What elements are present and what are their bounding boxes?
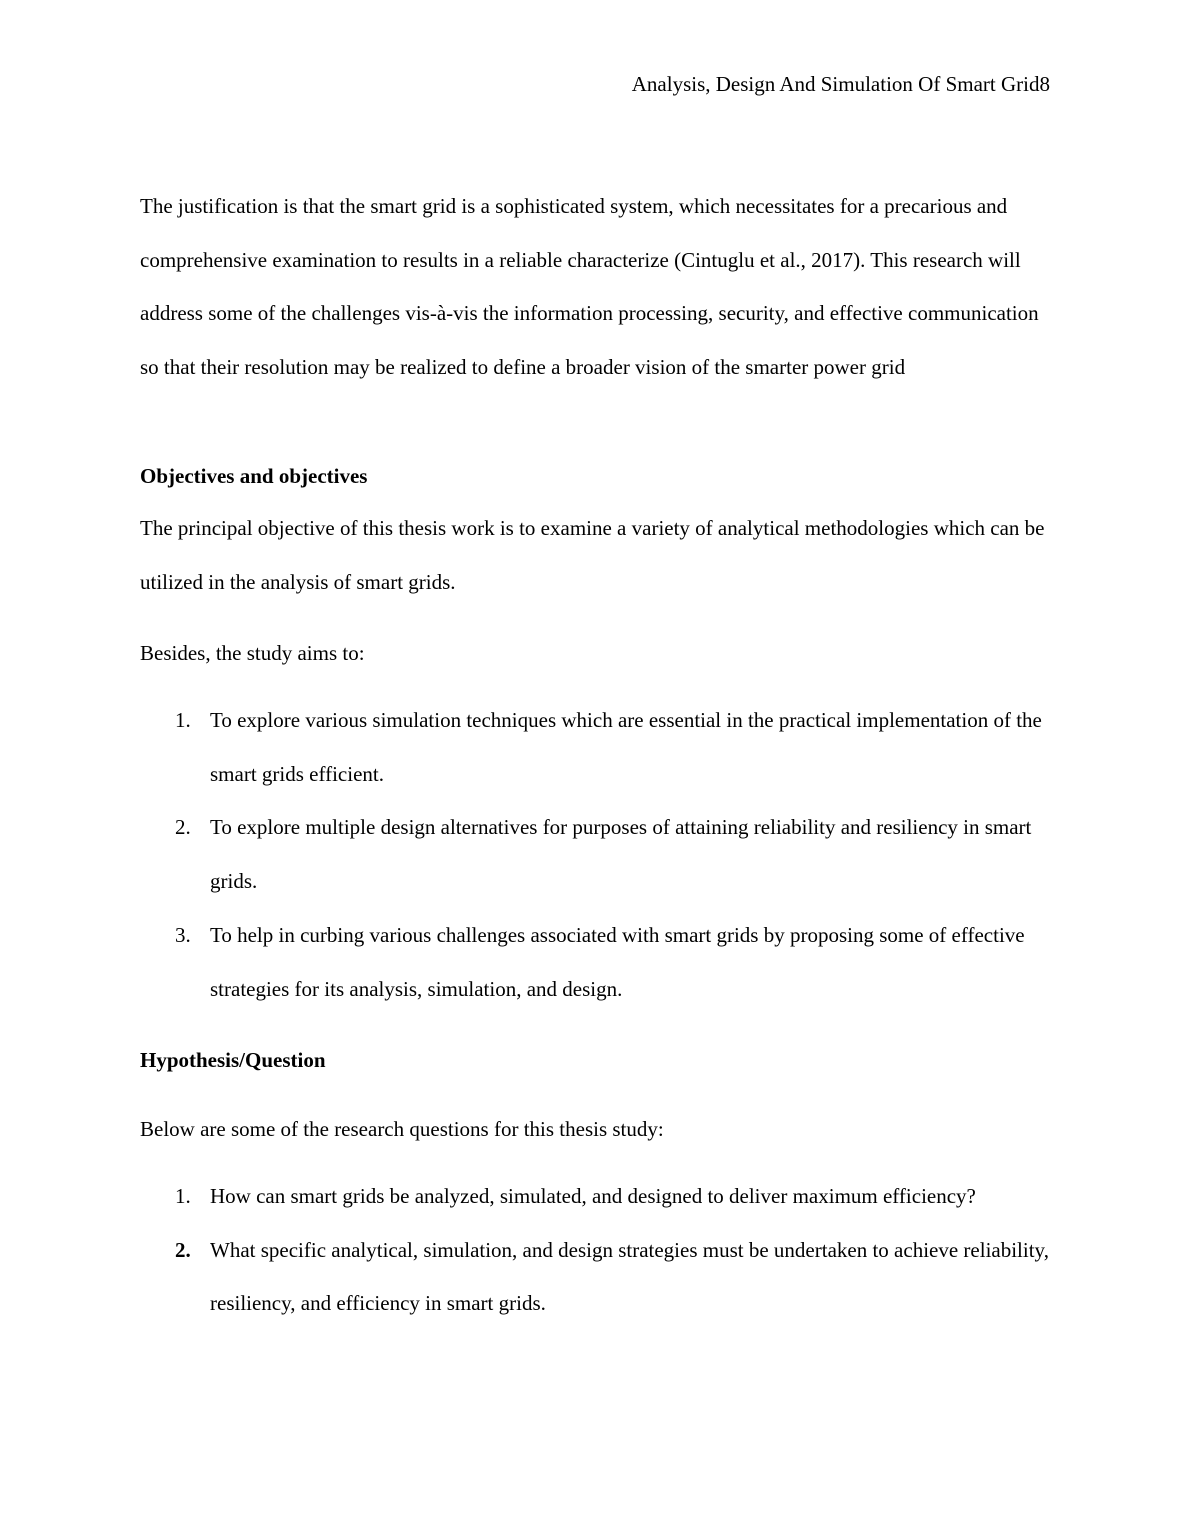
questions-list — [140, 1170, 1052, 1331]
list-item-number: 2. — [175, 815, 191, 840]
list-item — [140, 909, 1052, 1016]
list-item — [140, 1170, 1052, 1224]
list-item-text: To explore multiple design alternatives for purposes of attaining reliability and resiliency in smart grids. — [210, 815, 1032, 894]
page-number: 8 — [1039, 72, 1050, 96]
hypothesis-lead-in: Below are some of the research questions for this thesis study: — [140, 1117, 664, 1141]
list-item-text: To explore various simulation techniques which are essential in the practical implementation of the smart grids efficient. — [210, 708, 1042, 786]
objectives-lead-in: Besides, the study aims to: — [140, 641, 365, 665]
list-item — [140, 1224, 1052, 1331]
objectives-paragraph: The principal objective of this thesis work is to examine a variety of analytical methodologies which can be utilized in the analysis of smart grids. — [140, 516, 1045, 594]
list-item — [140, 694, 1052, 801]
list-item-text: What specific analytical, simulation, and design strategies must be undertaken to achieve reliability, resiliency, and efficiency in smart grids. — [210, 1237, 1049, 1316]
list-item-number: 1. — [175, 1184, 191, 1208]
running-head — [632, 70, 1050, 98]
intro-paragraph: The justification is that the smart grid is a sophisticated system, which necessitates for a precarious and comprehensive examination to results in a reliable characterize (Cintuglu et al., 2017). This research will address some of the challenges vis-à-vis the information processing, security, and effective communication so that their resolution may be realized to define a broader vision of the smarter power grid — [140, 194, 1039, 380]
list-item — [140, 801, 1052, 908]
objectives-list — [140, 694, 1052, 1016]
list-item-text: How can smart grids be analyzed, simulated, and designed to deliver maximum efficiency? — [210, 1184, 976, 1208]
running-head-title: Analysis, Design And Simulation Of Smart Grid — [631, 72, 1040, 96]
list-item-number: 1. — [175, 708, 191, 732]
hypothesis-heading: Hypothesis/Question — [140, 1048, 326, 1072]
list-item-text: To help in curbing various challenges associated with smart grids by proposing some of effective strategies for its analysis, simulation, and design. — [210, 922, 1025, 1001]
list-item-number: 2. — [175, 1237, 191, 1262]
objectives-heading: Objectives and objectives — [140, 464, 368, 488]
list-item-number: 3. — [175, 922, 191, 947]
